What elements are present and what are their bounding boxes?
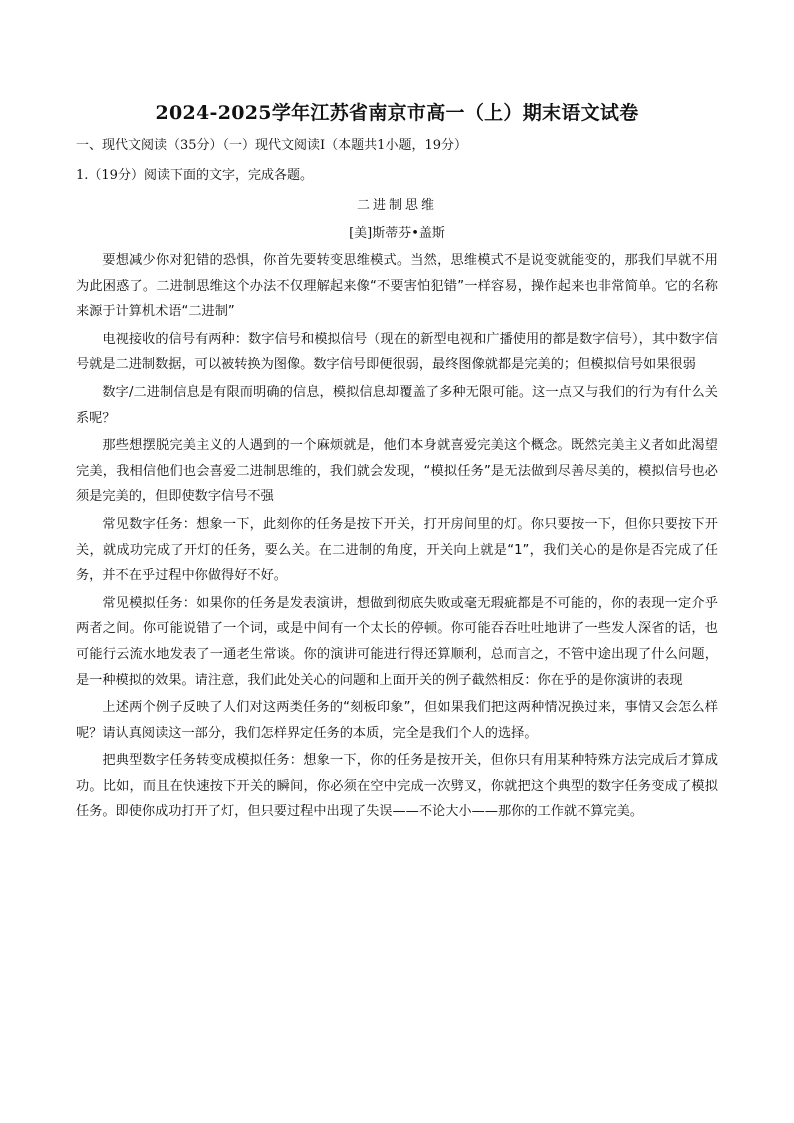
paragraph-8: 把典型数字任务转变成模拟任务：想象一下，你的任务是按开关，但你只有用某种特殊方法完成后才算成功。比如，而且在快速按下开关的瞬间，你必须在空中完成一次劈叉，你就把这个典型的数字任务变成了模拟任务。即使你成功打开了灯，但只要过程中出现了失误——不论大小——那你的工作就不算完美。 <box>76 753 718 820</box>
paragraph-1: 要想减少你对犯错的恐惧，你首先要转变思维模式。当然，思维模式不是说变就能变的，那我们早就不用为此困惑了。二进制思维这个办法不仅理解起来像“不要害怕犯错”一样容易，操作起来也非常简单。它的名称来源于计算机术语“二进制” <box>76 253 718 320</box>
paragraph-3: 数字/二进制信息是有限而明确的信息，模拟信息却覆盖了多种无限可能。这一点又与我们的行为有什么关系呢？ <box>76 384 718 426</box>
paragraph-5: 常见数字任务：想象一下，此刻你的任务是按下开关，打开房间里的灯。你只要按一下，但你只要按下开关，就成功完成了开灯的任务，要么关。在二进制的角度，开关向上就是“1”，我们关心的是你是否完成了任务，并不在乎过程中你做得好不好。 <box>76 516 718 584</box>
paragraph-7: 上述两个例子反映了人们对这两类任务的“刻板印象”，但如果我们把这两种情况换过来，事情又会怎么样呢？请认真阅读这一部分，我们怎样界定任务的本质，完全是我们个人的选择。 <box>76 700 718 741</box>
section-header: 一、现代文阅读（35分）（一）现代文阅读Ⅰ（本题共1小题，19分） <box>76 138 467 153</box>
question-prompt: 1.（19分）阅读下面的文字，完成各题。 <box>76 168 313 183</box>
paragraph-4: 那些想摆脱完美主义的人遇到的一个麻烦就是，他们本身就喜爱完美这个概念。既然完美主义者如此渴望完美，我相信他们也会喜爱二进制思维的，我们就会发现，“模拟任务”是无法做到尽善尽美的，模拟信号也必须是完美的，但即使数字信号不强 <box>76 438 718 505</box>
paragraph-6: 常见模拟任务：如果你的任务是发表演讲，想做到彻底失败或毫无瑕疵都是不可能的，你的表现一定介乎两者之间。你可能说错了一个词，或是中间有一个太长的停顿。你可能吞吞吐吐地讲了一些发人深省的话，也可能行云流水地发表了一通老生常谈。你的演讲可能进行得还算顺利，总而言之，不管中途出现了什么问题，是一种模拟的效果。请注意，我们此处关心的问题和上面开关的例子截然相反：你在乎的是你演讲的表现 <box>76 595 718 688</box>
article-author: [美]斯蒂芬•盖斯 <box>349 226 445 241</box>
exam-title: 2024-2025学年江苏省南京市高一（上）期末语文试卷 <box>155 102 639 124</box>
paragraph-2: 电视接收的信号有两种：数字信号和模拟信号（现在的新型电视和广播使用的都是数字信号），其中数字信号就是二进制数据，可以被转换为图像。数字信号即便很弱，最终图像就都是完美的；但模拟信号如果很弱 <box>76 331 718 373</box>
article-title: 二进制思维 <box>356 198 437 213</box>
